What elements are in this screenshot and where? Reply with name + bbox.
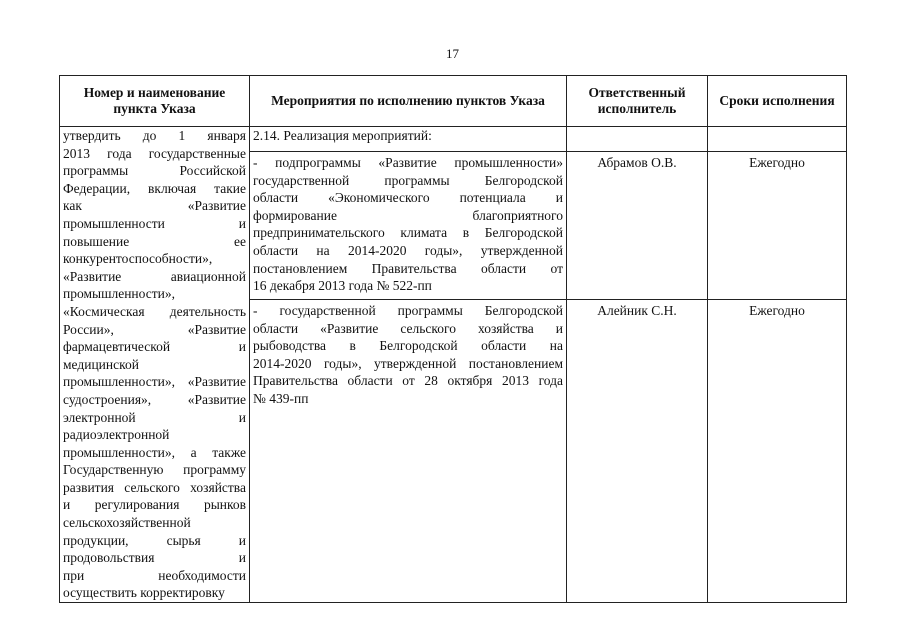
header-deadline: Сроки исполнения bbox=[708, 76, 847, 127]
text-line: промышленности», а также bbox=[63, 444, 246, 460]
measure-line: 2.14. Реализация мероприятий: bbox=[253, 128, 432, 143]
header-decree-item: Номер и наименование пункта Указа bbox=[60, 76, 250, 127]
text-line: развития сельского хозяйства bbox=[63, 479, 246, 495]
text-line: Государственную программу bbox=[63, 462, 246, 478]
text-line: области «Экономического потенциала и bbox=[253, 190, 563, 206]
text-line: 2013 года государственные bbox=[63, 145, 246, 161]
text-line: фармацевтической и bbox=[63, 339, 246, 355]
text-line: при необходимости bbox=[63, 567, 246, 583]
text-line: судостроения», «Развитие bbox=[63, 391, 246, 407]
table-row bbox=[60, 127, 847, 152]
text-line: как «Развитие bbox=[63, 198, 246, 214]
text-line: «Космическая деятельность bbox=[63, 303, 246, 319]
text-line: области на 2014-2020 годы», утвержденной bbox=[253, 242, 563, 258]
text-line: и регулирования рынков bbox=[63, 497, 246, 513]
text-line: электронной и bbox=[63, 409, 246, 425]
decree-table bbox=[59, 75, 847, 603]
text-line: «Развитие авиационной bbox=[63, 268, 246, 284]
table-header-row bbox=[60, 76, 847, 127]
executor-cell bbox=[567, 127, 708, 152]
executor-cell: Абрамов О.В. bbox=[567, 152, 708, 300]
text-line: промышленности», bbox=[63, 286, 175, 302]
decree-item-cell bbox=[60, 127, 250, 603]
header-measures: Мероприятия по исполнению пунктов Указа bbox=[250, 76, 567, 127]
text-line: - государственной программы Белгородской bbox=[253, 303, 563, 318]
text-line: медицинской bbox=[63, 356, 139, 372]
deadline-cell bbox=[708, 127, 847, 152]
measure-cell bbox=[250, 300, 567, 603]
text-line: утвердить до 1 января bbox=[63, 128, 246, 143]
text-line: области «Развитие сельского хозяйства и bbox=[253, 320, 563, 336]
text-line: продовольствия и bbox=[63, 550, 246, 566]
measure-cell bbox=[250, 127, 567, 152]
text-line: 2014-2020 годы», утвержденной постановлением bbox=[253, 355, 563, 371]
text-line: № 439-пп bbox=[253, 390, 309, 406]
deadline-cell: Ежегодно bbox=[708, 300, 847, 603]
text-line: сельскохозяйственной bbox=[63, 515, 191, 531]
page-number: 17 bbox=[446, 46, 459, 61]
text-line: промышленности и bbox=[63, 215, 246, 231]
text-line: государственной программы Белгородской bbox=[253, 172, 563, 188]
header-executor: Ответственный исполнитель bbox=[567, 76, 708, 127]
text-line: осуществить корректировку bbox=[63, 585, 225, 601]
text-line: постановлением Правительства области от bbox=[253, 260, 563, 276]
executor-cell: Алейник С.Н. bbox=[567, 300, 708, 603]
text-line: рыбоводства в Белгородской области на bbox=[253, 338, 563, 354]
text-line: предпринимательского климата в Белгородской bbox=[253, 225, 563, 241]
text-line: Правительства области от 28 октября 2013 года bbox=[253, 373, 563, 389]
deadline-cell: Ежегодно bbox=[708, 152, 847, 300]
text-line: повышение ее bbox=[63, 233, 246, 249]
text-line: России», «Развитие bbox=[63, 321, 246, 337]
text-line: 16 декабря 2013 года № 522-пп bbox=[253, 278, 432, 294]
text-line: продукции, сырья и bbox=[63, 532, 246, 548]
text-line: промышленности», «Развитие bbox=[63, 374, 246, 390]
text-line: радиоэлектронной bbox=[63, 427, 170, 443]
text-line: конкурентоспособности», bbox=[63, 251, 213, 267]
text-line: программы Российской bbox=[63, 163, 246, 179]
measure-cell bbox=[250, 152, 567, 300]
text-line: формирование благоприятного bbox=[253, 207, 563, 223]
text-line: Федерации, включая такие bbox=[63, 180, 246, 196]
text-line: - подпрограммы «Развитие промышленности» bbox=[253, 155, 563, 170]
